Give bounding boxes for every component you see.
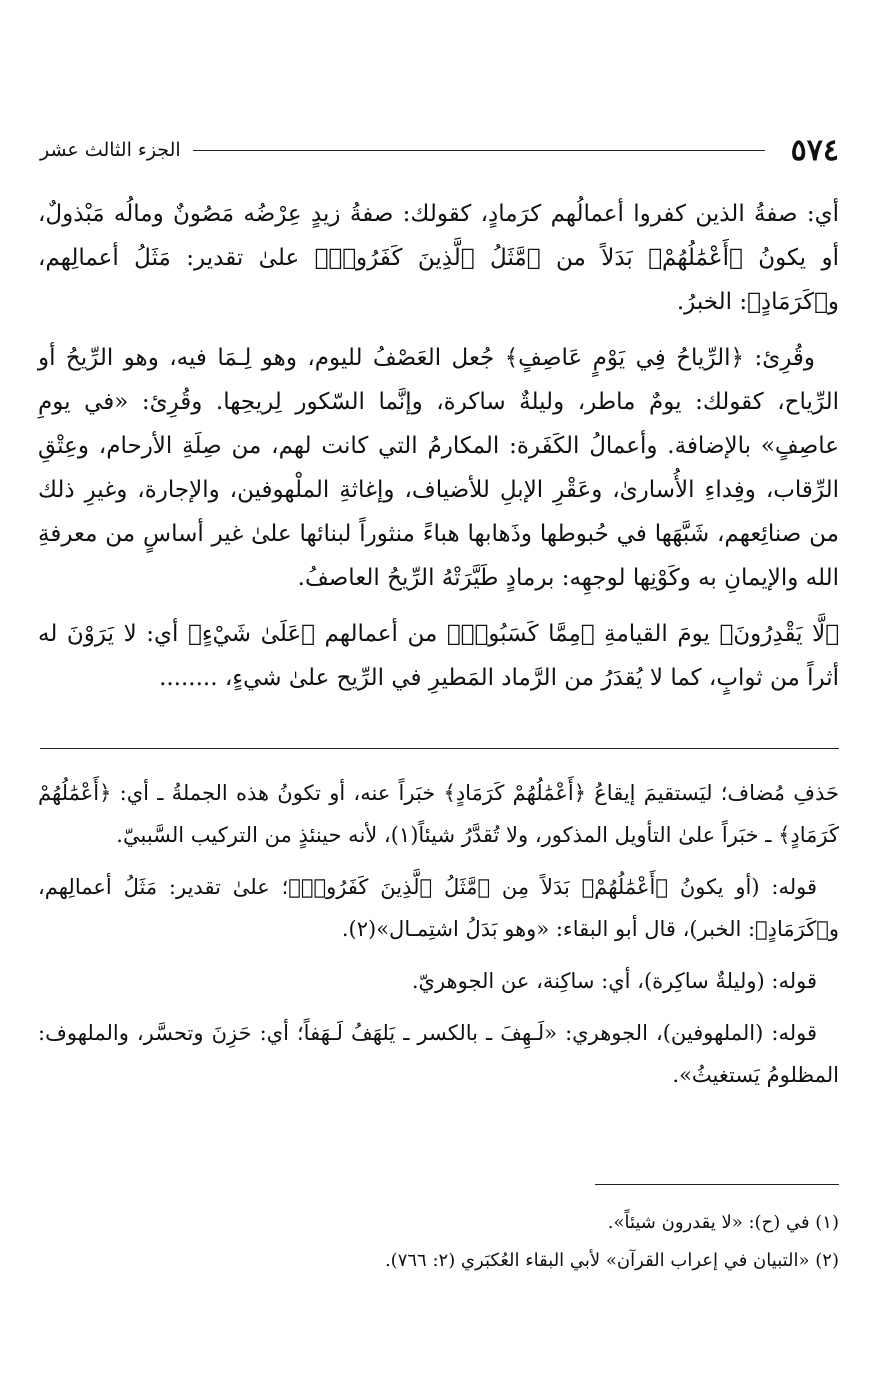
footnote-divider: [595, 1184, 839, 1185]
header-divider: [193, 150, 765, 151]
commentary-paragraph-1: حَذفِ مُضاف؛ ليَستقيمَ إيقاعُ ﴿أَعْمَٰلُهُمْ كَرَمَادٍ﴾ خبَراً عنه، أو تكونُ هذه الجملةُ ـ أي: ﴿أَعْمَٰلُهُمْ كَرَمَادٍ﴾ ـ خبَراً علىٰ التأويل المذكور، ولا تُقدَّرُ شيئاً(١)، لأنه حينئذٍ من التركيب السَّببيّ.: [38, 781, 840, 847]
footnote-1: (١) في (ح): «لا يقدرون شيئاً».: [607, 1212, 839, 1233]
footnotes: [40, 1204, 839, 1280]
main-paragraph-3: ﴿لَّا يَقْدِرُونَ﴾ يومَ القيامةِ ﴿مِمَّا كَسَبُوا۟﴾ من أعمالهم ﴿عَلَىٰ شَيْءٍ﴾ أي: لا يَرَوْنَ له أثراً من ثوابٍ، كما لا يُقدَرُ من الرَّماد المَطيرِ في الرِّيح علىٰ شيءٍ، ........: [38, 621, 839, 691]
main-paragraph-1: أي: صفةُ الذين كفروا أعمالُهم كرَمادٍ، كقولك: صفةُ زيدٍ عِرْضُه مَصُونٌ ومالُه مَبْذولٌ، أو يكونُ ﴿أَعْمَٰلُهُمْ﴾ بَدَلاً من ﴿مَّثَلُ ٱلَّذِينَ كَفَرُوا۟﴾ علىٰ تقدير: مَثَلُ أعمالِهم، و﴿كَرَمَادٍ﴾: الخبرُ.: [38, 201, 839, 315]
commentary-paragraph-3: قوله: (وليلةٌ ساكِرة)، أي: ساكِنة، عن الجوهريّ.: [411, 969, 817, 993]
running-title: الجزء الثالث عشر: [40, 139, 181, 161]
footnote-2: (٢) «التبيان في إعراب القرآن» لأبي البقاء العُكبَري (٢: ٧٦٦).: [384, 1250, 839, 1271]
commentary-paragraph-4: قوله: (الملهوفين)، الجوهري: «لَـهِفَ ـ بالكسر ـ يَلهَفُ لَـهَفاً؛ أي: حَزِنَ وتحسَّر، والملهوف: المظلومُ يَستغيثُ».: [38, 1021, 839, 1087]
text-commentary-divider: [40, 748, 839, 749]
page-number: ٥٧٤: [790, 132, 839, 168]
main-text: [38, 192, 839, 712]
commentary-text: [38, 772, 839, 1106]
main-paragraph-2: وقُرِئ: ﴿الرِّياحُ فِي يَوْمٍ عَاصِفٍ﴾ جُعل العَصْفُ لليوم، وهو لِـمَا فيه، وهو الرِّيحُ أو الرِّياح، كقولك: يومٌ ماطر، وليلةٌ ساكرة، وإنَّما السّكور لِريحِها. وقُرِئ: «في يومِ عاصِفٍ» بالإضافة. وأعمالُ الكَفَرة: المكارمُ التي كانت لهم، من صِلَةِ الأرحام، وعِتْقِ الرِّقاب، وفِداءِ الأُسارىٰ، وعَقْرِ الإبلِ للأضياف، وإغاثةِ الملْهوفين، والإجارة، وغيرِ ذلك من صنائِعهم، شَبَّهَها في حُبوطها وذَهابها هباءً منثوراً لبنائها علىٰ غير أساسٍ من معرفةِ الله والإيمانِ به وكَوْنِها لوجهِه: برمادٍ طَيَّرَتْهُ الرِّيحُ العاصفُ.: [38, 345, 839, 591]
page-header: [40, 130, 839, 170]
commentary-paragraph-2: قوله: (أو يكونُ ﴿أَعْمَٰلُهُمْ﴾ بَدَلاً مِن ﴿مَّثَلُ ٱلَّذِينَ كَفَرُوا۟﴾؛ علىٰ تقدير: مَثَلُ أعمالِهم، و﴿كَرَمَادٍ﴾: الخبر)، قال أبو البقاء: «وهو بَدَلُ اشتِمـال»(٢).: [38, 875, 839, 941]
